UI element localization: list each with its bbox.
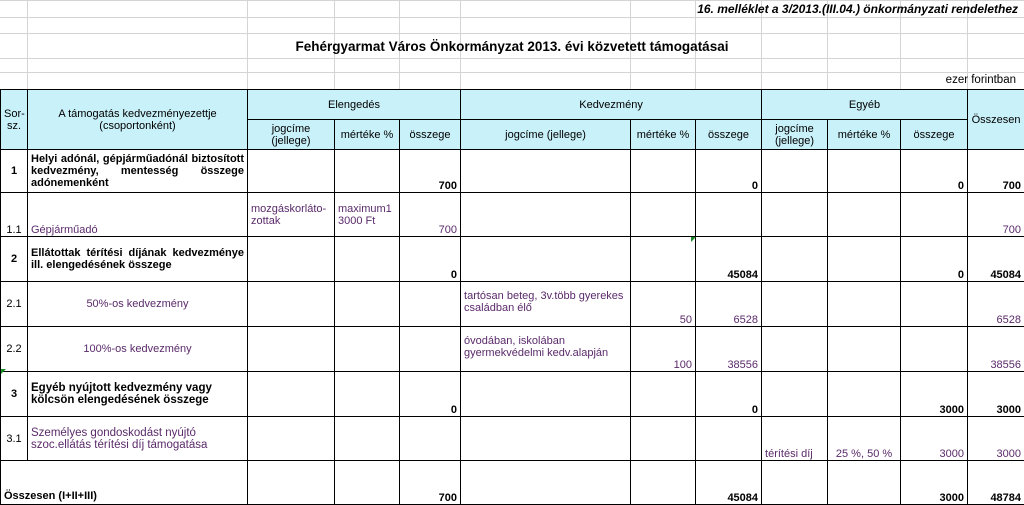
header-sorsz: Sor-sz. [1, 90, 28, 150]
cell-el-merteke: maximum1 3000 Ft [335, 193, 400, 237]
cell-el-osszege [400, 282, 461, 327]
cell-el-merteke [335, 327, 400, 372]
cell-el-merteke [335, 237, 400, 282]
cell-e-osszege: 3000 [901, 417, 968, 461]
row-number: 3.1 [1, 417, 28, 461]
total-sum: 48784 [968, 461, 1024, 505]
table-row [1, 417, 1024, 461]
cell-e-merteke [828, 282, 901, 327]
header-egyeb: Egyéb [762, 90, 968, 120]
unit-label: ezer forintban [946, 74, 1016, 86]
row-label: 100%-os kedvezmény [28, 327, 248, 372]
cell-el-merteke [335, 150, 400, 193]
cell-el-osszege [400, 327, 461, 372]
header-elengedes-merteke: mértéke % [335, 120, 400, 150]
cell-e-osszege [901, 193, 968, 237]
row-number: 3 [1, 372, 28, 417]
total-k-osszege: 45084 [696, 461, 762, 505]
row-label: 50%-os kedvezmény [28, 282, 248, 327]
cell-el-osszege: 700 [400, 150, 461, 193]
row-number: 1.1 [1, 193, 28, 237]
row-label: Helyi adónál, gépjárműadónál biztosított kedvezmény, mentesség összege adónemenként [28, 150, 248, 193]
cell-e-osszege: 3000 [901, 372, 968, 417]
cell-k-osszege: 38556 [696, 327, 762, 372]
table-row [1, 282, 1024, 327]
total-e-jogcime [762, 461, 828, 505]
cell-el-jogcime [248, 150, 335, 193]
cell-total: 700 [968, 193, 1024, 237]
cell-k-jogcime: óvodában, iskolában gyermekvédelmi kedv.alapján [461, 327, 631, 372]
cell-e-jogcime [762, 282, 828, 327]
header-kedvezmeny-osszege: összege [696, 120, 762, 150]
cell-e-merteke [828, 327, 901, 372]
row-label: Gépjárműadó [28, 193, 248, 237]
cell-e-osszege [901, 282, 968, 327]
header-elengedes-jogcime: jogcíme (jellege) [248, 120, 335, 150]
total-el-jogcime [248, 461, 335, 505]
row-label: Ellátottak térítési díjának kedvezménye ill. elengedésének összege [28, 237, 248, 282]
cell-el-jogcime [248, 327, 335, 372]
header-egyeb-jogcime: jogcíme (jellege) [762, 120, 828, 150]
header-kedvezmeny-merteke: mértéke % [631, 120, 696, 150]
cell-e-osszege [901, 327, 968, 372]
cell-k-osszege: 6528 [696, 282, 762, 327]
cell-el-jogcime [248, 372, 335, 417]
cell-e-jogcime [762, 372, 828, 417]
cell-k-jogcime [461, 237, 631, 282]
table-row [1, 372, 1024, 417]
cell-k-merteke: 50 [631, 282, 696, 327]
header-elengedes: Elengedés [248, 90, 461, 120]
row-number: 2 [1, 237, 28, 282]
cell-e-merteke [828, 237, 901, 282]
cell-el-merteke [335, 282, 400, 327]
row-number: 1 [1, 150, 28, 193]
table-row [1, 150, 1024, 193]
total-label: Összesen (I+II+III) [1, 461, 248, 505]
cell-el-osszege: 0 [400, 237, 461, 282]
header-kedvezmeny: Kedvezmény [461, 90, 762, 120]
cell-k-merteke: 100 [631, 327, 696, 372]
cell-el-osszege: 700 [400, 193, 461, 237]
cell-k-merteke [631, 372, 696, 417]
row-label: Egyéb nyújtott kedvezmény vagy kölcsön elengedésének összege [28, 372, 248, 417]
cell-e-merteke [828, 150, 901, 193]
cell-el-merteke [335, 372, 400, 417]
cell-k-jogcime [461, 372, 631, 417]
header-egyeb-merteke: mértéke % [828, 120, 901, 150]
cell-total: 3000 [968, 372, 1024, 417]
cell-total: 45084 [968, 237, 1024, 282]
total-el-osszege: 700 [400, 461, 461, 505]
cell-el-jogcime [248, 237, 335, 282]
header-osszesen: Összesen [968, 90, 1024, 150]
total-e-merteke [828, 461, 901, 505]
header-elengedes-osszege: összege [400, 120, 461, 150]
cell-e-jogcime: térítési díj [762, 417, 828, 461]
cell-total: 6528 [968, 282, 1024, 327]
cell-total: 3000 [968, 417, 1024, 461]
cell-e-jogcime [762, 327, 828, 372]
row-number: 2.1 [1, 282, 28, 327]
cell-k-merteke [631, 417, 696, 461]
cell-k-merteke [631, 193, 696, 237]
table-row [1, 237, 1024, 282]
cell-el-osszege: 0 [400, 372, 461, 417]
total-e-osszege: 3000 [901, 461, 968, 505]
total-k-merteke [631, 461, 696, 505]
cell-k-jogcime [461, 417, 631, 461]
cell-e-merteke [828, 193, 901, 237]
cell-k-osszege [696, 417, 762, 461]
cell-k-osszege: 45084 [696, 237, 762, 282]
cell-k-jogcime [461, 193, 631, 237]
cell-k-merteke [631, 150, 696, 193]
cell-e-jogcime [762, 237, 828, 282]
total-k-jogcime [461, 461, 631, 505]
cell-k-osszege: 0 [696, 150, 762, 193]
cell-e-jogcime [762, 150, 828, 193]
table-row [1, 193, 1024, 237]
cell-k-jogcime: tartósan beteg, 3v.több gyerekes családban élő [461, 282, 631, 327]
cell-total: 38556 [968, 327, 1024, 372]
total-row [1, 461, 1024, 505]
comment-marker [1, 369, 6, 374]
cell-total: 700 [968, 150, 1024, 193]
header-egyeb-osszege: összege [901, 120, 968, 150]
header-beneficiary: A támogatás kedvezményezettje (csoportonként) [28, 90, 248, 150]
annex-note: 16. melléklet a 3/2013.(III.04.) önkormányzati rendelethez [697, 2, 1018, 16]
row-number: 2.2 [1, 327, 28, 372]
page-title: Fehérgyarmat Város Önkormányzat 2013. évi közvetett támogatásai [0, 39, 1024, 54]
cell-e-merteke [828, 372, 901, 417]
cell-e-merteke: 25 %, 50 % [828, 417, 901, 461]
cell-el-jogcime [248, 417, 335, 461]
comment-marker [691, 237, 696, 242]
support-table [0, 89, 1024, 505]
cell-el-osszege [400, 417, 461, 461]
cell-e-osszege: 0 [901, 237, 968, 282]
cell-k-merteke [631, 237, 696, 282]
cell-el-jogcime: mozgáskorláto-zottak [248, 193, 335, 237]
cell-e-jogcime [762, 193, 828, 237]
cell-k-jogcime [461, 150, 631, 193]
cell-e-osszege: 0 [901, 150, 968, 193]
cell-el-jogcime [248, 282, 335, 327]
table-row [1, 327, 1024, 372]
total-el-merteke [335, 461, 400, 505]
cell-k-osszege: 0 [696, 372, 762, 417]
cell-el-merteke [335, 417, 400, 461]
header-kedvezmeny-jogcime: jogcíme (jellege) [461, 120, 631, 150]
row-label: Személyes gondoskodást nyújtó szoc.ellátás térítési díj támogatása [28, 417, 248, 461]
cell-k-osszege [696, 193, 762, 237]
